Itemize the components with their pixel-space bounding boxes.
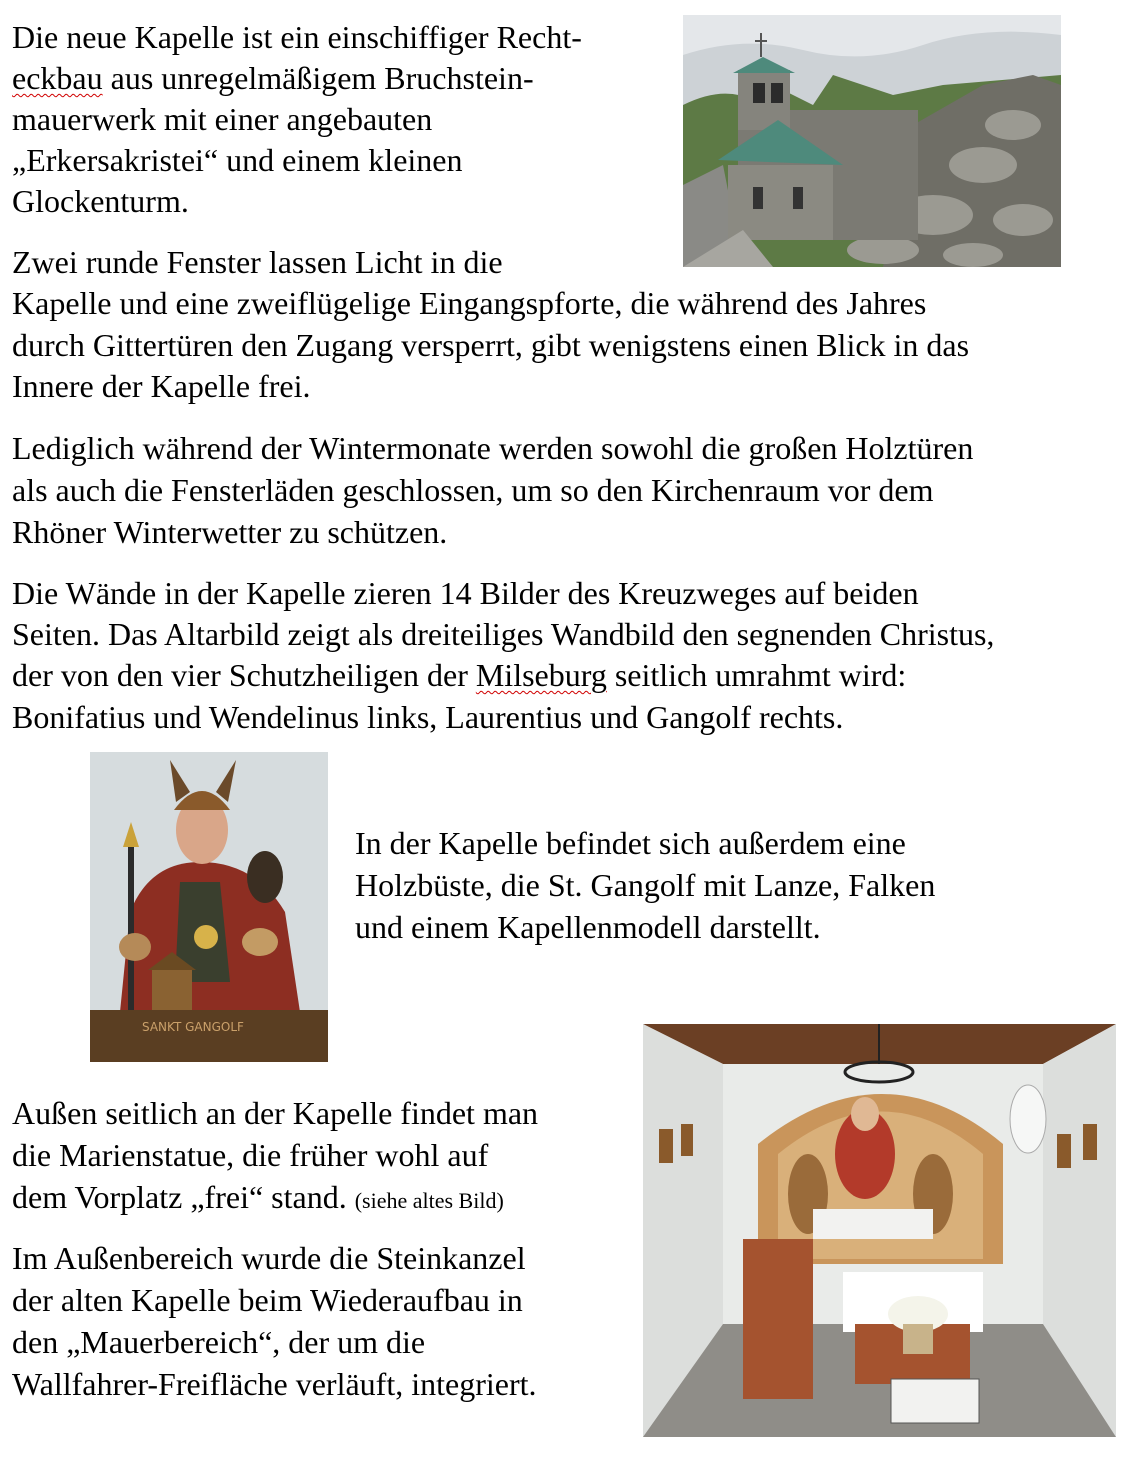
- gangolf-bust-photo: [90, 752, 328, 1062]
- para4-line1: Die Wände in der Kapelle zieren 14 Bilder des Kreuzweges auf beiden: [12, 575, 919, 611]
- spellcheck-word-milseburg[interactable]: Milseburg: [475, 657, 607, 693]
- para2-line4: Innere der Kapelle frei.: [12, 368, 311, 404]
- para1-line2-rest: aus unregelmäßigem Bruchstein-: [102, 60, 534, 96]
- para4-line3: [12, 655, 906, 697]
- para4-line3-start: der von den vier Schutzheiligen der: [12, 657, 476, 693]
- para3-line2: als auch die Fensterläden geschlossen, um so den Kirchenraum vor dem: [12, 472, 934, 508]
- para6-line3: [12, 1177, 504, 1222]
- para1-line5: Glockenturm.: [12, 183, 189, 219]
- para7-line3: den „Mauerbereich“, der um die: [12, 1324, 426, 1360]
- para5-line3: und einem Kapellenmodell darstellt.: [355, 909, 821, 945]
- para6-line1: Außen seitlich an der Kapelle findet man: [12, 1095, 539, 1131]
- para7-line1: Im Außenbereich wurde die Steinkanzel: [12, 1240, 526, 1276]
- para4-line3-end: seitlich umrahmt wird:: [606, 657, 907, 693]
- spellcheck-word-eckbau[interactable]: eckbau: [12, 60, 103, 96]
- para6-note: (siehe altes Bild): [354, 1188, 504, 1213]
- para4-line2: Seiten. Das Altarbild zeigt als dreiteiliges Wandbild den segnenden Christus,: [12, 616, 995, 652]
- para5-line1: In der Kapelle befindet sich außerdem eine: [355, 825, 906, 861]
- chapel-interior-photo: [643, 1024, 1116, 1437]
- para1-line4: „Erkersakristei“ und einem kleinen: [12, 142, 463, 178]
- para1-line1: Die neue Kapelle ist ein einschiffiger Recht-: [12, 19, 582, 55]
- chapel-exterior-photo: [683, 15, 1061, 267]
- para6-line3-text: dem Vorplatz „frei“ stand.: [12, 1179, 355, 1215]
- para3-line3: Rhöner Winterwetter zu schützen.: [12, 514, 448, 550]
- para4-line4: Bonifatius und Wendelinus links, Laurentius und Gangolf rechts.: [12, 699, 844, 735]
- para1-line2: [12, 58, 534, 100]
- para7-line2: der alten Kapelle beim Wiederaufbau in: [12, 1282, 523, 1318]
- para2-line2: Kapelle und eine zweiflügelige Eingangspforte, die während des Jahres: [12, 285, 927, 321]
- para2-line3: durch Gittertüren den Zugang versperrt, gibt wenigstens einen Blick in das: [12, 327, 970, 363]
- para2-line1: Zwei runde Fenster lassen Licht in die: [12, 244, 503, 280]
- para3-line1: Lediglich während der Wintermonate werden sowohl die großen Holztüren: [12, 430, 974, 466]
- bust-plaque-text: SANKT GANGOLF: [142, 1020, 244, 1034]
- para1-line3: mauerwerk mit einer angebauten: [12, 101, 433, 137]
- para6-line2: die Marienstatue, die früher wohl auf: [12, 1137, 489, 1173]
- para5-line2: Holzbüste, die St. Gangolf mit Lanze, Falken: [355, 867, 936, 903]
- para7-line4: Wallfahrer-Freifläche verläuft, integriert.: [12, 1366, 537, 1402]
